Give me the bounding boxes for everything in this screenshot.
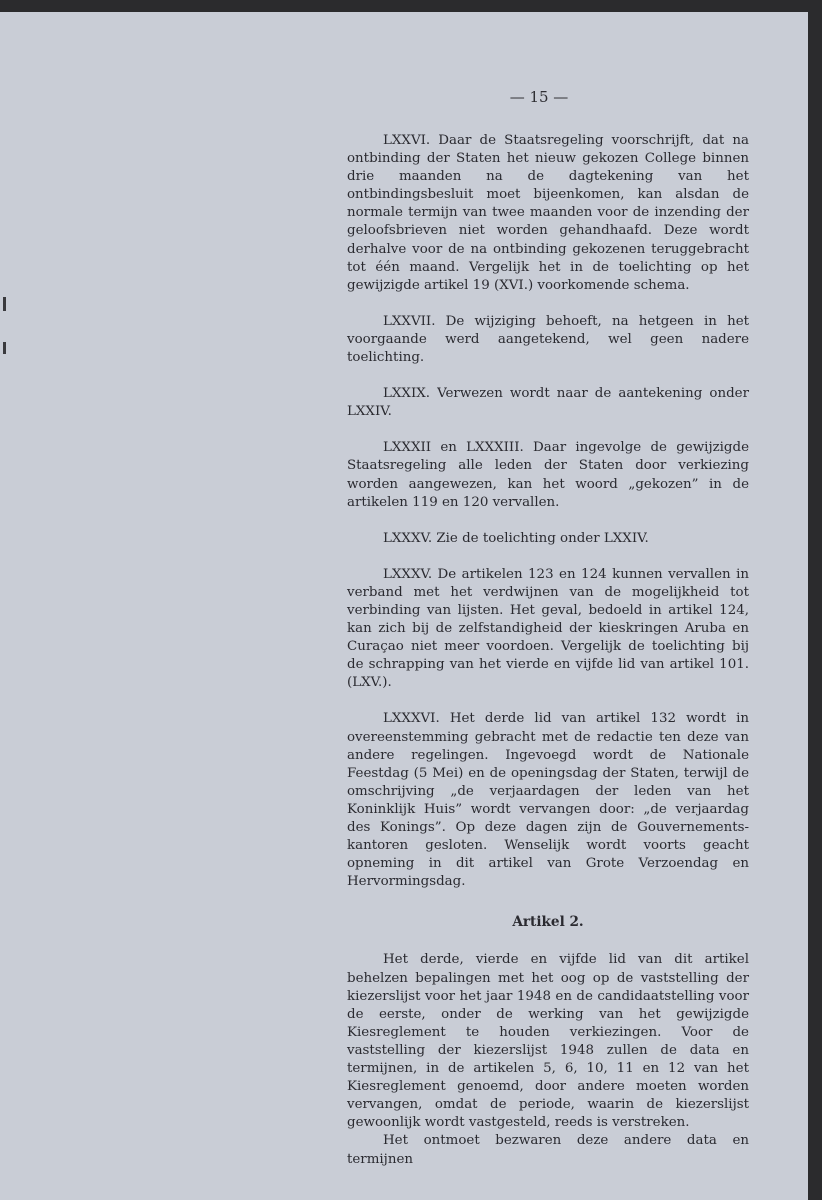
paragraph: Het derde, vierde en vijfde lid van dit artikel behelzen bepalingen met het oog op de vaststelling der kiezerslijst voor het jaar 1948 en de candidaatstelling voor de eerste, onder de werking van het gewijzigde Kiesreglement te houden verkiezingen. Voor de vaststelling der kiezerslijst 1948 zullen de data en termijnen, in de artikelen 5, 6, 10, 11 en 12 van het Kiesreglement genoemd, door andere moeten worden vervangen, omdat de periode, waarin de kiezerslijst gewoonlijk wordt vastgesteld, reeds is verstreken. bbox=[347, 952, 749, 1131]
paragraph: LXXXV. Zie de toelichting onder LXXIV. bbox=[383, 530, 649, 546]
body-text bbox=[347, 132, 749, 1169]
paragraph: Het ontmoet bezwaren deze andere data en termijnen bbox=[347, 1133, 749, 1167]
section-heading: Artikel 2. bbox=[512, 914, 584, 931]
document-page bbox=[0, 12, 808, 1200]
margin-mark bbox=[3, 297, 6, 311]
paragraph: LXXIX. Verwezen wordt naar de aantekening onder LXXIV. bbox=[347, 386, 749, 420]
margin-mark bbox=[3, 342, 6, 354]
paragraph: LXXVII. De wijziging behoeft, na hetgeen in het voorgaande werd aangetekend, wel geen nadere toelichting. bbox=[347, 313, 749, 366]
paragraph: LXXXV. De artikelen 123 en 124 kunnen vervallen in verband met het verdwijnen van de mogelijkheid tot verbinding van lijsten. Het geval, bedoeld in artikel 124, kan zich bij de zelfstandigheid der kieskringen Aruba en Curaçao niet meer voordoen. Vergelijk de toelichting bij de schrapping van het vierde en vijfde lid van artikel 101. (LXV.). bbox=[347, 566, 749, 691]
paragraph: LXXVI. Daar de Staatsregeling voorschrijft, dat na ontbinding der Staten het nieuw gekozen College binnen drie maanden na de dagtekening van het ontbindingsbesluit moet bijeenkomen, kan alsdan de normale termijn van twee maanden voor de inzending der geloofsbrieven niet worden gehandhaafd. Deze wordt derhalve voor de na ontbinding gekozenen teruggebracht tot één maand. Vergelijk het in de toelichting op het gewijzigde artikel 19 (XVI.) voorkomende schema. bbox=[347, 133, 749, 293]
page-number: — 15 — bbox=[509, 88, 569, 106]
paragraph: LXXXVI. Het derde lid van artikel 132 wordt in overeenstemming gebracht met de redactie ten deze van andere regelingen. Ingevoegd wordt de Nationale Feestdag (5 Mei) en de openingsdag der Staten, terwijl de omschrijving „de verjaardagen der leden van het Koninklijk Huis” wordt vervangen door: „de verjaardag des Konings”. Op deze dagen zijn de Gouvernements-kantoren gesloten. Wenselijk wordt voorts geacht opneming in dit artikel van Grote Verzoendag en Hervormingsdag. bbox=[347, 711, 749, 890]
paragraph: LXXXII en LXXXIII. Daar ingevolge de gewijzigde Staatsregeling alle leden der Staten door verkiezing worden aangewezen, kan het woord „gekozen” in de artikelen 119 en 120 vervallen. bbox=[347, 440, 749, 510]
